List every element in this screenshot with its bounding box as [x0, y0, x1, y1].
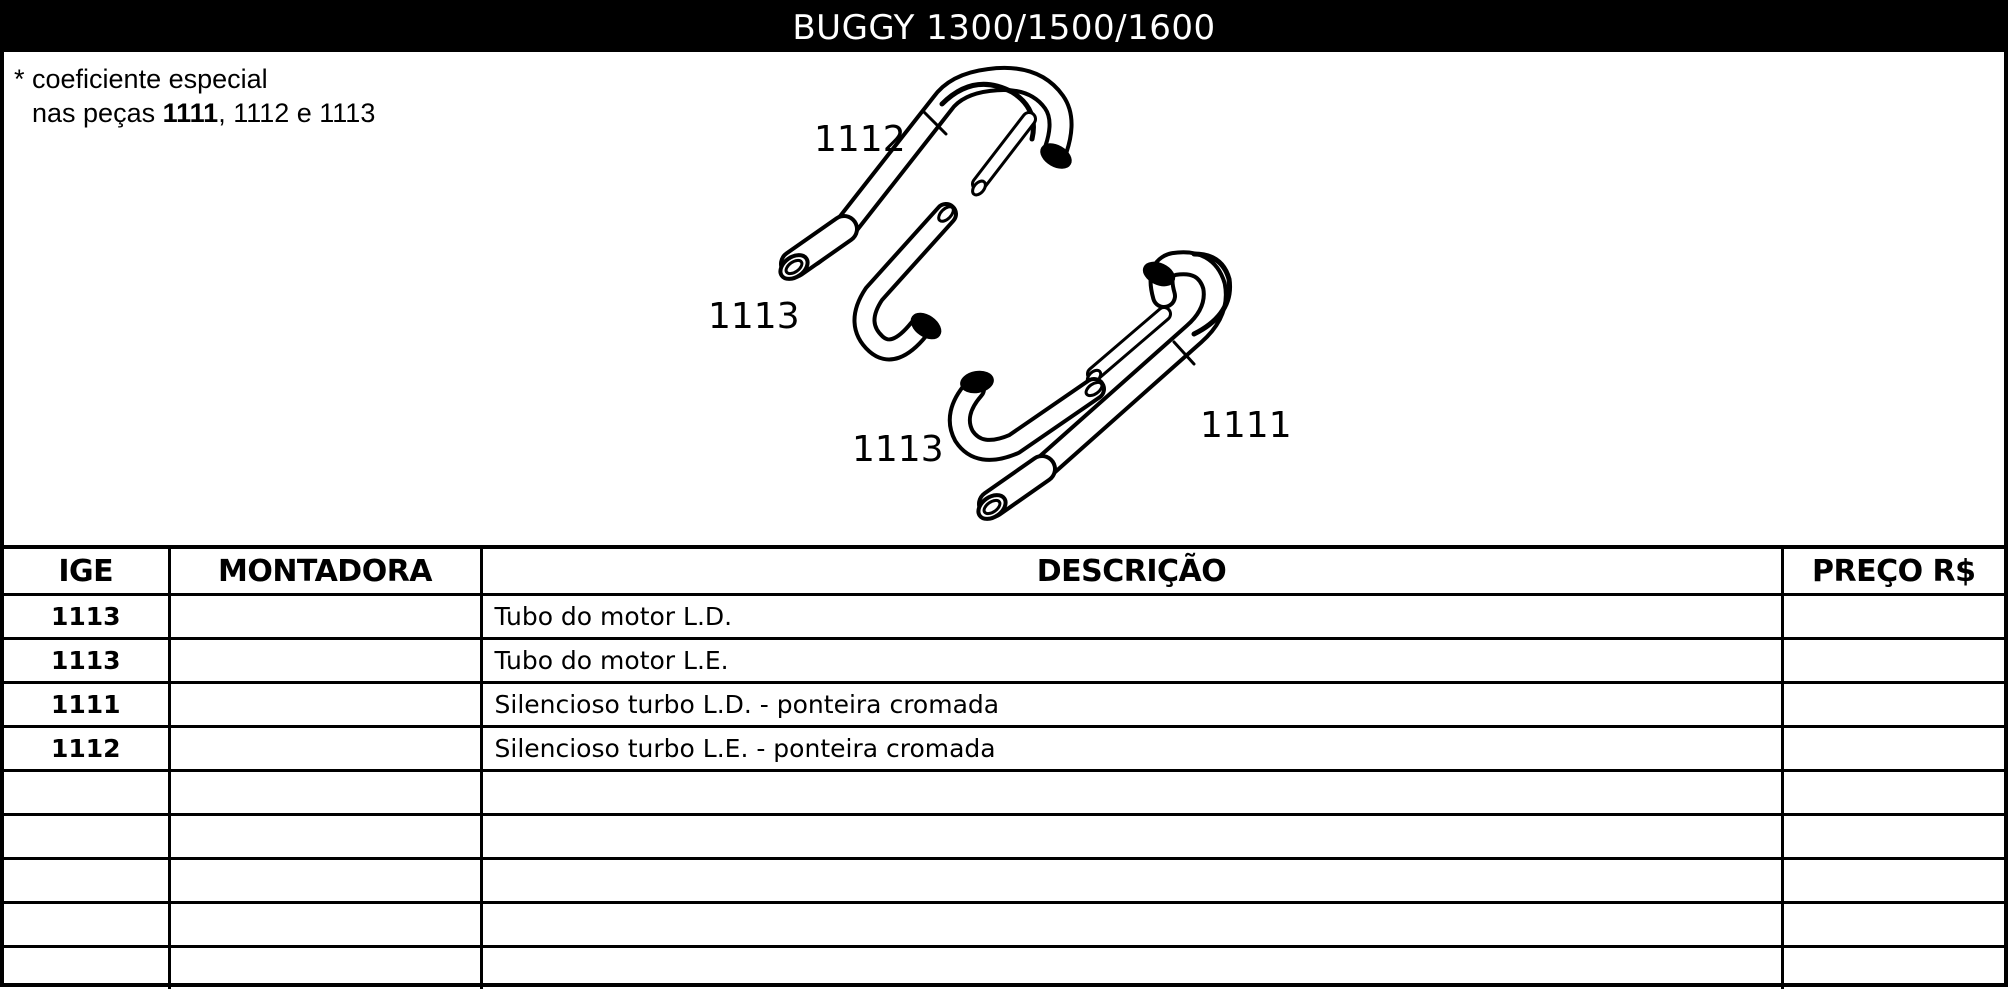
cell-ige: 1113 — [4, 639, 169, 683]
note-line-2-prefix: nas peças — [32, 98, 163, 128]
header-montadora: MONTADORA — [169, 547, 481, 595]
note-line-1: * coeficiente especial — [14, 62, 375, 96]
table-row — [4, 771, 2004, 815]
cell-montadora — [169, 639, 481, 683]
cell-ige — [4, 815, 169, 859]
cell-ige — [4, 771, 169, 815]
cell-descricao — [481, 859, 1782, 903]
table-row — [4, 683, 2004, 727]
table-row — [4, 639, 2004, 683]
cell-preco — [1782, 947, 2004, 989]
special-coefficient-note — [14, 62, 375, 130]
page-title: BUGGY 1300/1500/1600 — [4, 4, 2004, 52]
label-1113-lower: 1113 — [852, 430, 944, 470]
header-preco: PREÇO R$ — [1782, 547, 2004, 595]
cell-descricao: Tubo do motor L.E. — [481, 639, 1782, 683]
table-row — [4, 947, 2004, 989]
table-row — [4, 859, 2004, 903]
cell-montadora — [169, 903, 481, 947]
cell-preco — [1782, 815, 2004, 859]
header-ige: IGE — [4, 547, 169, 595]
header-descricao: DESCRIÇÃO — [481, 547, 1782, 595]
cell-descricao — [481, 771, 1782, 815]
upper-pipe-1113 — [864, 204, 955, 349]
cell-preco — [1782, 595, 2004, 639]
table-row — [4, 727, 2004, 771]
cell-ige — [4, 903, 169, 947]
cell-preco — [1782, 771, 2004, 815]
label-1111: 1111 — [1200, 406, 1292, 446]
cell-montadora — [169, 683, 481, 727]
label-1112: 1112 — [814, 120, 906, 160]
cell-preco — [1782, 639, 2004, 683]
cell-preco — [1782, 859, 2004, 903]
parts-table-container — [4, 545, 2004, 989]
cell-montadora — [169, 947, 481, 989]
cell-montadora — [169, 815, 481, 859]
cell-ige — [4, 859, 169, 903]
table-row — [4, 903, 2004, 947]
table-header-row — [4, 547, 2004, 595]
cell-descricao — [481, 815, 1782, 859]
cell-ige: 1111 — [4, 683, 169, 727]
cell-ige: 1113 — [4, 595, 169, 639]
note-line-2-bold-part: 1111 — [163, 98, 219, 128]
cell-ige: 1112 — [4, 727, 169, 771]
cell-descricao: Tubo do motor L.D. — [481, 595, 1782, 639]
table-row — [4, 815, 2004, 859]
cell-montadora — [169, 727, 481, 771]
table-row — [4, 595, 2004, 639]
parts-table — [4, 545, 2004, 989]
exhaust-parts-diagram — [694, 64, 1344, 534]
cell-preco — [1782, 903, 2004, 947]
cell-descricao: Silencioso turbo L.D. - ponteira cromada — [481, 683, 1782, 727]
cell-descricao — [481, 903, 1782, 947]
cell-montadora — [169, 595, 481, 639]
cell-montadora — [169, 859, 481, 903]
cell-descricao — [481, 947, 1782, 989]
cell-preco — [1782, 683, 2004, 727]
label-1113-upper: 1113 — [708, 297, 800, 337]
cell-descricao: Silencioso turbo L.E. - ponteira cromada — [481, 727, 1782, 771]
note-line-2 — [14, 96, 375, 130]
note-line-2-suffix: , 1112 e 1113 — [218, 98, 375, 128]
cell-ige — [4, 947, 169, 989]
cell-preco — [1782, 727, 2004, 771]
cell-montadora — [169, 771, 481, 815]
